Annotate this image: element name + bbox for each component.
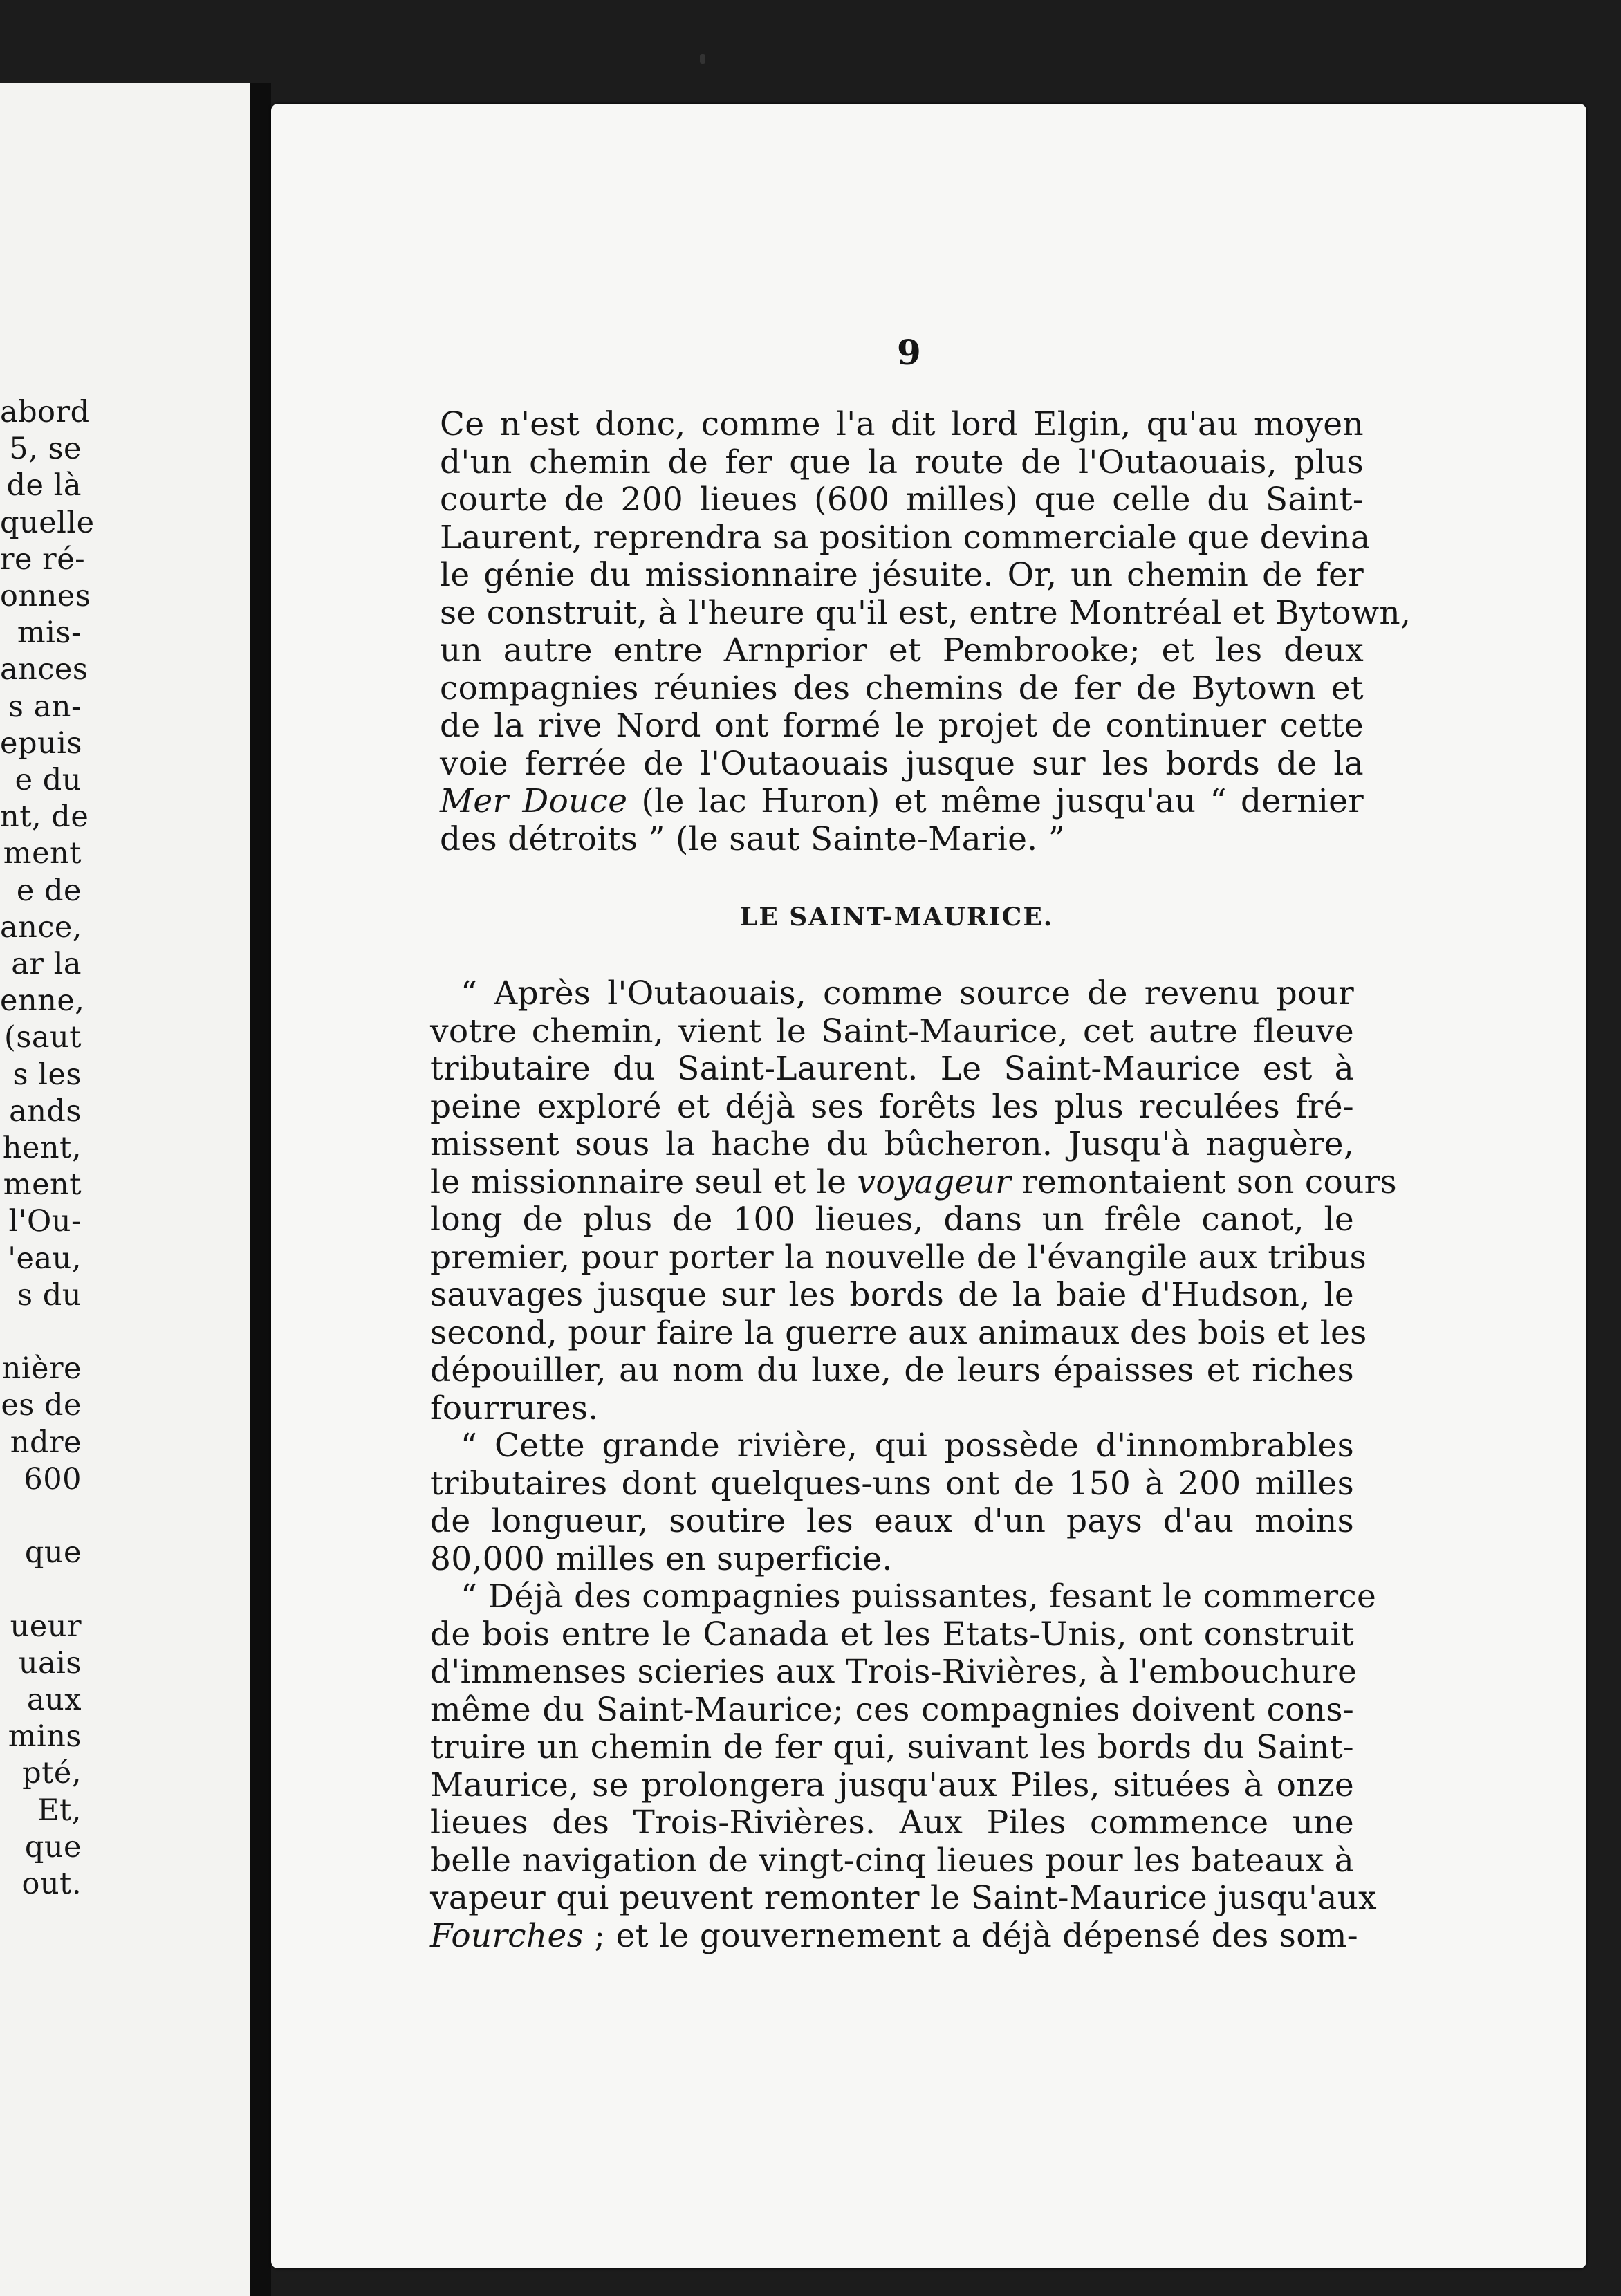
text-line: peine exploré et déjà ses forêts les plus reculées fré-: [430, 1087, 1354, 1126]
previous-page-line: e du: [15, 763, 82, 798]
previous-page-line: de là: [6, 468, 82, 503]
previous-page-line: 5, se: [9, 432, 82, 467]
page-number: 9: [897, 332, 921, 373]
previous-page-line: ance,: [0, 909, 83, 945]
text-line: courte de 200 lieues (600 milles) que celle du Saint-: [440, 481, 1364, 519]
previous-page-line: l'Ou-: [8, 1204, 82, 1239]
previous-page-line: es de: [1, 1388, 82, 1423]
previous-page-line: quelle: [0, 505, 95, 540]
previous-page-line: s an-: [8, 689, 82, 724]
previous-page-line: aux: [26, 1683, 82, 1718]
previous-page-line: re ré-: [0, 541, 86, 577]
previous-page-text: [0, 394, 95, 1902]
previous-page-line: abord: [0, 395, 90, 429]
previous-page-line: ar la: [11, 947, 82, 982]
text-line: de bois entre le Canada et les Etats-Unis, ont construit: [430, 1615, 1354, 1654]
text-line: de la rive Nord ont formé le projet de continuer cette: [440, 707, 1364, 745]
previous-page-line: ands: [9, 1093, 82, 1129]
paragraph-elgin: [440, 405, 1411, 858]
previous-page-line: 600: [24, 1461, 82, 1497]
previous-page-line: ndre: [10, 1425, 82, 1460]
text-line: [430, 1916, 1358, 1956]
previous-page-line: 'eau,: [8, 1241, 82, 1276]
text-line: compagnies réunies des chemins de fer de Bytown et: [440, 669, 1364, 707]
text-line: lieues des Trois-Rivières. Aux Piles commence une: [430, 1804, 1354, 1842]
text-line: vapeur qui peuvent remonter le Saint-Maurice jusqu'aux: [430, 1879, 1377, 1917]
previous-page-line: epuis: [0, 725, 82, 761]
previous-page: [0, 83, 250, 2296]
italic-text: voyageur: [857, 1163, 1011, 1201]
text-line: second, pour faire la guerre aux animaux des bois et les: [430, 1313, 1367, 1352]
text-span: remontaient son cours: [1010, 1163, 1397, 1201]
text-line: long de plus de 100 lieues, dans un frêle canot, le: [430, 1201, 1354, 1239]
previous-page-line: uais: [18, 1645, 82, 1681]
text-line: d'un chemin de fer que la route de l'Outaouais, plus: [440, 443, 1364, 481]
text-span: le missionnaire seul et le: [430, 1163, 858, 1201]
text-line: d'immenses scieries aux Trois-Rivières, à l'embouchure: [430, 1653, 1358, 1691]
previous-page-line: onnes: [0, 579, 91, 614]
previous-page-line: s les: [12, 1057, 82, 1092]
text-line: Laurent, reprendra sa position commerciale que devina: [440, 518, 1371, 557]
previous-page-line: [0, 1498, 82, 1535]
text-line: “ Après l'Outaouais, comme source de revenu pour: [461, 974, 1354, 1012]
previous-page-line: que: [24, 1535, 82, 1571]
text-line: le génie du missionnaire jésuite. Or, un chemin de fer: [440, 556, 1364, 594]
italic-text: Fourches: [430, 1916, 584, 1955]
previous-page-line: mins: [8, 1719, 82, 1755]
text-line: sauvages jusque sur les bords de la baie d'Hudson, le: [430, 1276, 1354, 1314]
previous-page-line: s du: [17, 1277, 82, 1313]
text-line: fourrures.: [430, 1389, 599, 1427]
previous-page-line: ment: [3, 836, 82, 871]
text-line: premier, pour porter la nouvelle de l'évangile aux tribus: [430, 1238, 1367, 1277]
section-heading: LE SAINT-MAURICE.: [740, 902, 1054, 932]
previous-page-line: hent,: [2, 1131, 82, 1166]
previous-page-line: Et,: [37, 1793, 82, 1828]
previous-page-line: nière: [1, 1351, 82, 1387]
book-binding: [250, 83, 271, 2296]
previous-page-line: que: [24, 1829, 82, 1864]
text-line: Ce n'est donc, comme l'a dit lord Elgin, qu'au moyen: [440, 405, 1364, 443]
text-line: même du Saint-Maurice; ces compagnies doivent cons-: [430, 1690, 1354, 1729]
text-line: votre chemin, vient le Saint-Maurice, cet autre fleuve: [430, 1012, 1354, 1050]
previous-page-line: [0, 1314, 82, 1351]
previous-page-line: pté,: [22, 1756, 82, 1791]
previous-page-line: enne,: [0, 983, 85, 1019]
text-line: belle navigation de vingt-cinq lieues pour les bateaux à: [430, 1841, 1354, 1880]
print-speck: [700, 54, 705, 64]
text-line: de longueur, soutire les eaux d'un pays d'au moins: [430, 1502, 1354, 1540]
text-line: tributaire du Saint-Laurent. Le Saint-Maurice est à: [430, 1050, 1354, 1088]
text-span: (le lac Huron) et même jusqu'au “ dernier: [627, 782, 1364, 820]
text-line: voie ferrée de l'Outaouais jusque sur les bords de la: [440, 744, 1364, 783]
text-line: tributaires dont quelques-uns ont de 150 à 200 milles: [430, 1464, 1354, 1503]
text-line: missent sous la hache du bûcheron. Jusqu'à naguère,: [430, 1125, 1354, 1163]
previous-page-line: e de: [16, 873, 82, 908]
previous-page-line: nt, de: [0, 799, 89, 835]
text-span: ; et le gouvernement a déjà dépensé des som-: [584, 1916, 1358, 1955]
section-body: [430, 974, 1397, 1955]
previous-page-line: mis-: [17, 615, 82, 651]
text-line: truire un chemin de fer qui, suivant les bords du Saint-: [430, 1728, 1354, 1766]
text-line: se construit, à l'heure qu'il est, entre Montréal et Bytown,: [440, 593, 1411, 632]
text-line: Maurice, se prolongera jusqu'aux Piles, situées à onze: [430, 1766, 1354, 1804]
text-line: [430, 1163, 1397, 1202]
text-line: [440, 783, 1364, 821]
previous-page-line: (saut: [4, 1020, 82, 1055]
italic-text: Mer Douce: [440, 782, 628, 820]
previous-page-line: out.: [21, 1867, 82, 1902]
text-line: dépouiller, au nom du luxe, de leurs épaisses et riches: [430, 1351, 1354, 1389]
text-line: “ Cette grande rivière, qui possède d'innombrables: [461, 1427, 1354, 1465]
text-line: des détroits ” (le saut Sainte-Marie. ”: [440, 820, 1065, 858]
previous-page-line: ueur: [10, 1609, 82, 1644]
text-line: “ Déjà des compagnies puissantes, fesant le commerce: [461, 1577, 1377, 1615]
previous-page-line: ances: [0, 652, 89, 687]
previous-page-line: ment: [3, 1167, 82, 1203]
text-line: un autre entre Arnprior et Pembrooke; et les deux: [440, 631, 1364, 669]
previous-page-line: [0, 1571, 82, 1608]
text-line: 80,000 milles en superficie.: [430, 1539, 893, 1578]
